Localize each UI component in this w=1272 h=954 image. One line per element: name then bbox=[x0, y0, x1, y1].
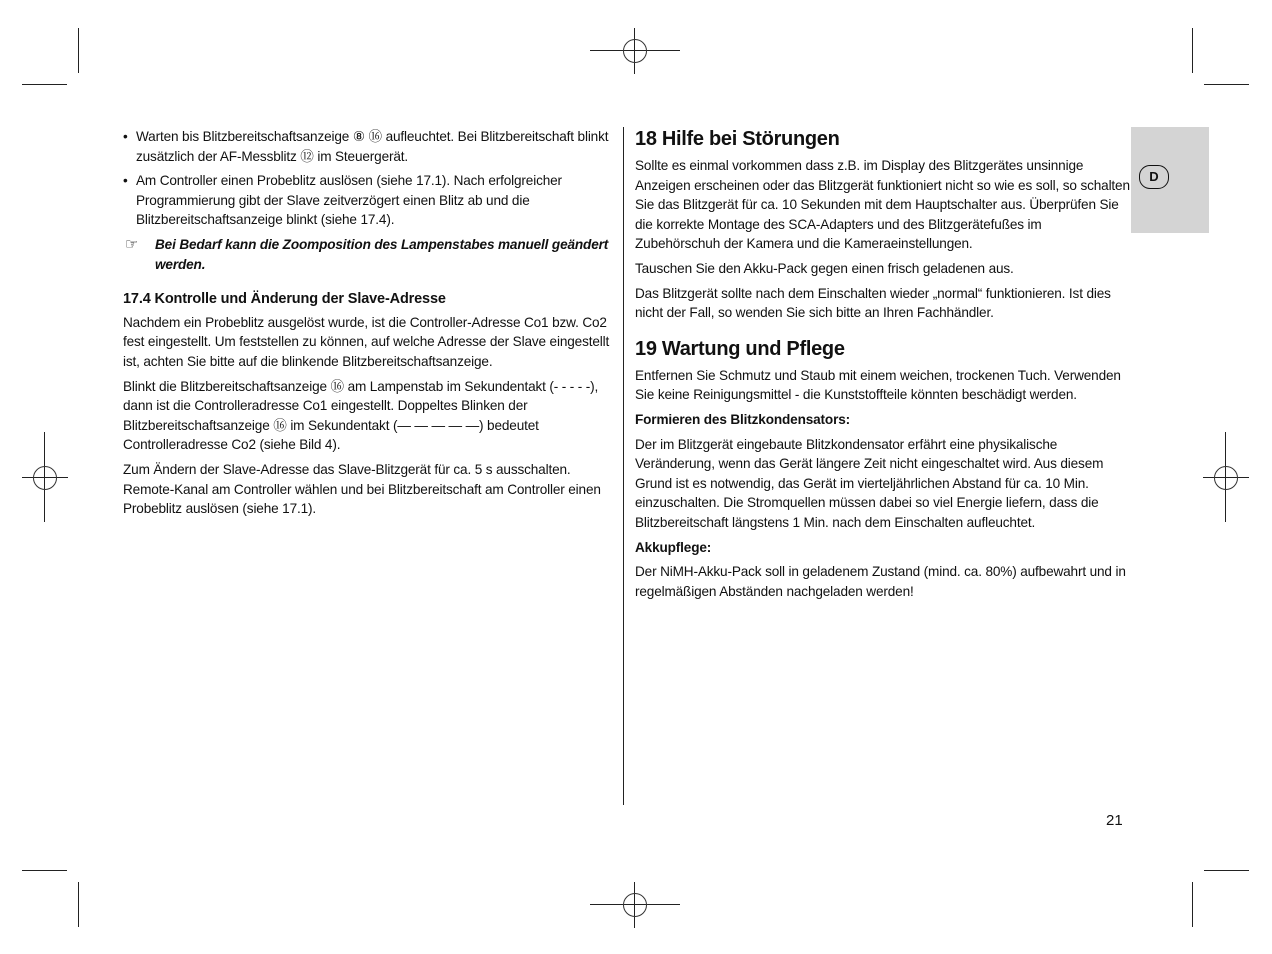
pointing-hand-icon: ☞ bbox=[125, 235, 139, 253]
note-text: Bei Bedarf kann die Zoomposition des Lampenstabes manuell geändert werden. bbox=[155, 236, 609, 272]
section-heading-19: 19 Wartung und Pflege bbox=[635, 337, 845, 360]
crop-mark bbox=[22, 870, 67, 871]
paragraph: Nachdem ein Probeblitz ausgelöst wurde, ist die Controller-Adresse Co1 bzw. Co2 fest eingestellt. Um feststellen zu können, auf welche Adresse der Slave eingestellt ist, achten Sie bitte auf die blinkende Blitzbereitschaftsanzeige. bbox=[123, 314, 610, 369]
page-number: 21 bbox=[1106, 812, 1123, 829]
column-divider bbox=[623, 127, 624, 805]
paragraph: Der im Blitzgerät eingebaute Blitzkondensator erfährt eine physikalische Veränderung, wenn das Gerät längere Zeit nicht eingeschaltet wird. Aus diesem Grund ist es notwendig, das Gerät im vierteljährlichen Abstand für ca. 10 Min. einzuschalten. Die Stromquellen müssen dabei so viel Energie liefern, dass die Blitzbereitschaft längstens 1 Min. nach dem Einschalten aufleuchtet. bbox=[635, 436, 1104, 530]
registration-circle bbox=[623, 39, 647, 63]
crop-mark bbox=[78, 28, 79, 73]
section-heading-18: 18 Hilfe bei Störungen bbox=[635, 128, 840, 150]
subheading-battery-care: Akkupflege: bbox=[635, 539, 712, 555]
left-column bbox=[123, 127, 613, 524]
crop-mark bbox=[1192, 882, 1193, 927]
registration-circle bbox=[623, 893, 647, 917]
paragraph: Entfernen Sie Schmutz und Staub mit einem weichen, trockenen Tuch. Verwenden Sie keine Reinigungsmittel - die Kunststoffteile könnten beschädigt werden. bbox=[635, 367, 1121, 403]
language-badge: D bbox=[1139, 165, 1169, 189]
crop-mark bbox=[1204, 84, 1249, 85]
bullet-item: • Am Controller einen Probeblitz auslösen (siehe 17.1). Nach erfolgreicher Programmierung gibt der Slave zeitverzögert einen Blitz ab und die Blitzbereitschaftsanzeige blinkt (siehe 17.4). bbox=[123, 171, 613, 230]
paragraph: Zum Ändern der Slave-Adresse das Slave-Blitzgerät für ca. 5 s ausschalten. Remote-Kanal am Controller wählen und bei Blitzbereitschaft am Controller einen Probeblitz auslösen (siehe 17.1). bbox=[123, 461, 601, 517]
paragraph: Das Blitzgerät sollte nach dem Einschalten wieder „normal“ funktionieren. Ist dies nicht der Fall, so wenden Sie sich bitte an Ihren Fachhändler. bbox=[635, 285, 1111, 321]
crop-mark bbox=[1204, 870, 1249, 871]
right-column bbox=[635, 127, 1130, 606]
crop-mark bbox=[22, 84, 67, 85]
bullet-item: • Warten bis Blitzbereitschaftsanzeige ⑧ ⑯ aufleuchtet. Bei Blitzbereitschaft blinkt zusätzlich der AF-Messblitz ⑫ im Steuergerät. bbox=[123, 127, 613, 166]
paragraph: Tauschen Sie den Akku-Pack gegen einen frisch geladenen aus. bbox=[635, 260, 1014, 276]
registration-circle bbox=[33, 466, 57, 490]
paragraph: Sollte es einmal vorkommen dass z.B. im Display des Blitzgerätes unsinnige Anzeigen erscheinen oder das Blitzgerät funktioniert nicht so wie es soll, so schalten Sie das Blitzgerät für ca. 10 Sekunden mit dem Hauptschalter aus. Überprüfen Sie die korrekte Montage des SCA-Adapters und des Blitzgerätefußes im Zubehörschuh der Kamera und die Kameraeinstellungen. bbox=[635, 158, 1130, 252]
note-block bbox=[123, 235, 613, 274]
crop-mark bbox=[78, 882, 79, 927]
language-tab bbox=[1131, 127, 1209, 233]
registration-circle bbox=[1214, 466, 1238, 490]
paragraph: Der NiMH-Akku-Pack soll in geladenem Zustand (mind. ca. 80%) aufbewahrt und in regelmäßigen Abständen nachgeladen werden! bbox=[635, 564, 1126, 599]
subheading-capacitor: Formieren des Blitzkondensators: bbox=[635, 411, 851, 427]
section-heading-17-4: 17.4 Kontrolle und Änderung der Slave-Adresse bbox=[123, 291, 446, 308]
crop-mark bbox=[1192, 28, 1193, 73]
paragraph: Blinkt die Blitzbereitschaftsanzeige ⑯ am Lampenstab im Sekundentakt (- - - - -), dann ist die Controlleradresse Co1 eingestellt. Doppeltes Blinken der Blitzbereitschaftsanzeige ⑯ im Sekundentakt (— — — — —) bedeutet Controlleradresse Co2 (siehe Bild 4). bbox=[123, 378, 599, 453]
